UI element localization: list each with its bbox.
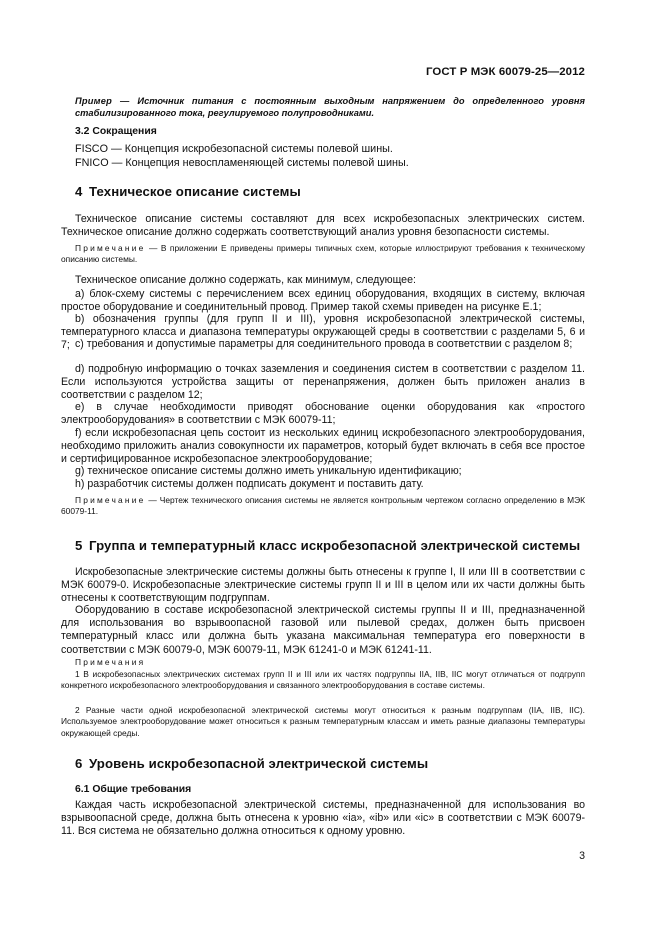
section-6-heading [75, 756, 428, 771]
section-6-paragraph-1: Каждая часть искробезопасной электрической системы, предназначенной для использования во взрывоопасной среде, должна быть отнесена к уровню «ia», «ib» или «ic» в соответствии с МЭК 60079-11. Вся система не обязательно должна относиться к одному уровню. [61, 799, 585, 838]
section-6-number: 6 [75, 756, 83, 771]
section-4-number: 4 [75, 184, 83, 199]
section-4-heading [75, 184, 301, 199]
section-5-note-2: 2 Разные части одной искробезопасной электрической системы могут относиться к разным подгруппам (IIA, IIB, IIC). Используемое электрооборудование может относиться к разным температурным классам и иметь разные диапазоны температуры окружающей среды. [61, 705, 585, 738]
section-5-heading [75, 538, 580, 553]
section-5-paragraph-1: Искробезопасные электрические системы должны быть отнесены к группе I, II или III в соответствии с МЭК 60079-0. Искробезопасные электрические системы групп II и III в целом или их части должны быть отнесены к соответствующим подгруппам. [61, 566, 585, 605]
section-5-notes-label: Примечания [75, 657, 146, 667]
section-5-paragraph-2: Оборудованию в составе искробезопасной электрической системы группы II и III, предназначенной для использования во взрывоопасной газовой или пылевой средах, должен быть присвоен температурный класс или должна быть указана максимальная температура его поверхности в соответствии с МЭК 60079-0, МЭК 60079-11, МЭК 61241-0 и МЭК 61241-11. [61, 604, 585, 656]
example-paragraph [75, 95, 585, 120]
list-item-h: h) разработчик системы должен подписать документ и поставить дату. [75, 478, 424, 490]
page-number: 3 [579, 850, 585, 862]
section-6-title: Уровень искробезопасной электрической системы [89, 756, 429, 771]
document-header-code: ГОСТ Р МЭК 60079-25—2012 [426, 66, 585, 78]
section-4-title: Техническое описание системы [89, 184, 301, 199]
example-label: Пример — [75, 96, 130, 106]
abbr-fisco: FISCO — Концепция искробезопасной системы полевой шины. [75, 143, 393, 155]
abbr-fnico: FNICO — Концепция невоспламеняющей системы полевой шины. [75, 157, 409, 169]
section-5-note-1: 1 В искробезопасных электрических системах групп II и III или их частях подгруппы IIA, IIB, IIC могут отличаться от подгрупп конкретного искробезопасного электрооборудования и связанного электрооборудования в составе системы. [61, 669, 585, 691]
list-item-f: f) если искробезопасная цепь состоит из нескольких единиц искробезопасного электрооборудования, необходимо приложить анализ совокупности их параметров, который будет включать в себя все простое и сертифицированное искробезопасное электрооборудование; [61, 427, 585, 466]
section-5-number: 5 [75, 538, 83, 553]
subsection-6-1-title: 6.1 Общие требования [75, 784, 192, 795]
list-item-e: e) в случае необходимости приводят обоснование оценки оборудования как «простого электрооборудования» в соответствии с МЭК 60079-11; [61, 401, 585, 427]
example-text: Источник питания с постоянным выходным напряжением до определенного уровня стабилизированного тока, регулируемого полупроводниками. [75, 96, 585, 119]
list-item-g: g) техническое описание системы должно иметь уникальную идентификацию; [75, 465, 462, 477]
note-label: Примечание [75, 495, 146, 505]
section-4-note-1 [61, 243, 585, 266]
list-item-a: a) блок-схему системы с перечислением всех единиц оборудования, входящих в систему, включая простое оборудование и соединительный провод. Пример такой схемы приведен на рисунке Е.1; [61, 288, 585, 314]
note-text: — Чертеж технического описания системы не является контрольным чертежом согласно определению в МЭК 60079-11. [61, 495, 585, 517]
list-item-c: c) требования и допустимые параметры для соединительного провода в соответствии с разделом 8; [75, 338, 573, 350]
section-4-paragraph-1: Техническое описание системы составляют для всех искробезопасных электрических систем. Техническое описание должно содержать соответствующий анализ уровня безопасности системы. [61, 213, 585, 239]
section-5-title: Группа и температурный класс искробезопасной электрической системы [89, 538, 581, 553]
note-text: — В приложении Е приведены примеры типичных схем, которые иллюстрируют требования к техническому описанию системы. [61, 243, 585, 265]
section-4-note-2 [61, 495, 585, 518]
subsection-3-2-title: 3.2 Сокращения [75, 126, 157, 137]
list-item-b: b) обозначения группы (для групп II и III), уровня искробезопасной электрической системы, температурного класса и диапазона температуры окружающей среды в соответствии с разделами 5, 6 и 7; [61, 313, 585, 352]
section-4-paragraph-2: Техническое описание должно содержать, как минимум, следующее: [75, 274, 416, 286]
list-item-d: d) подробную информацию о точках заземления и соединения систем в соответствии с разделом 11. Если используются устройства защиты от перенапряжения, должен быть приложен анализ в соответствии с разделом 12; [61, 363, 585, 402]
note-label: Примечание [75, 243, 146, 253]
